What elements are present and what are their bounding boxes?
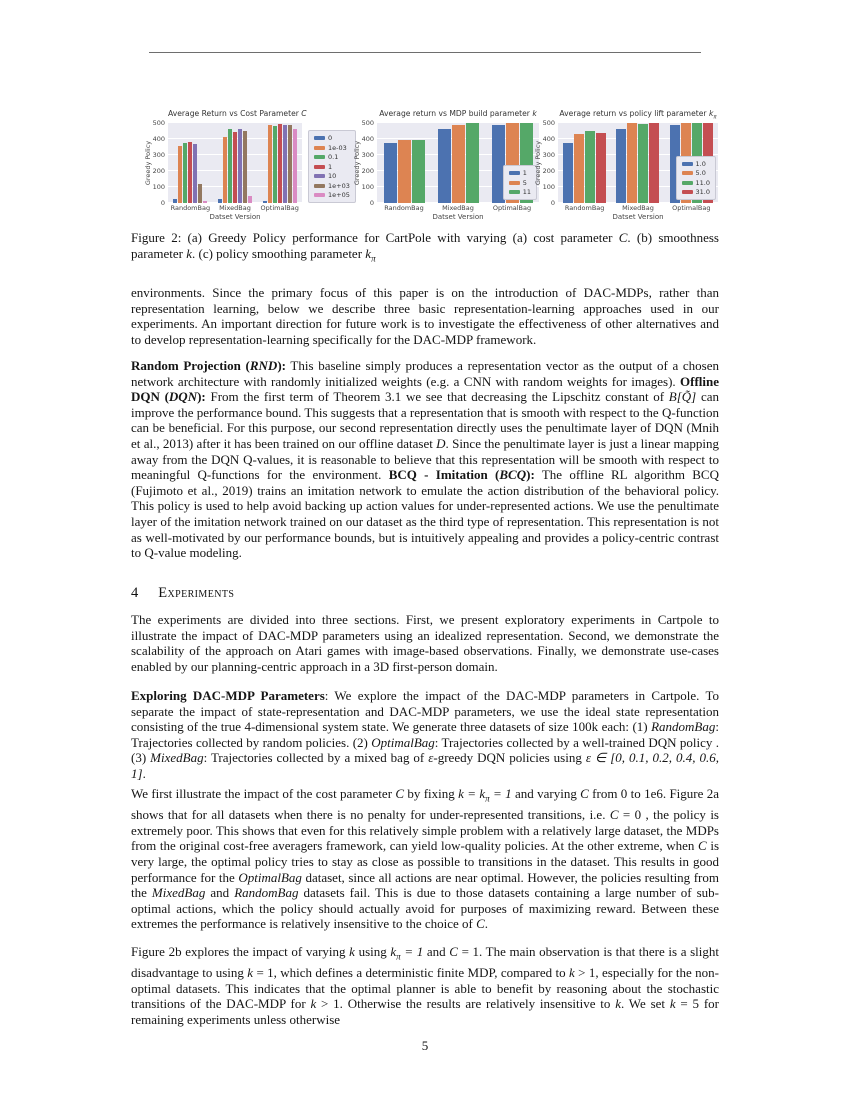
legend-label: 31.0 [695, 188, 710, 196]
legend-item [314, 163, 350, 171]
paragraph-experiments-overview: The experiments are divided into three sections. First, we present exploratory experiments in Cartpole to illustrate the impact of DAC-MDP parameters using an idealized representation. Second, we demonstrate the scalability of the approach on Atari games with image-based observations. Finally, we demonstrate use-cases enabled by our planning-centric approach in a 3D first-person domain. [131, 612, 719, 674]
section-number: 4 [131, 585, 139, 601]
x-tick-label: OptimalBag [672, 204, 711, 212]
bar [223, 137, 227, 203]
plot-area [558, 123, 718, 203]
y-tick-label: 500 [542, 118, 555, 127]
bar-group [431, 123, 485, 203]
legend-swatch [314, 184, 325, 188]
y-tick-label: 500 [152, 118, 165, 127]
y-tick-label: 500 [361, 118, 374, 127]
bar [188, 142, 192, 203]
paragraph-figure-2b: Figure 2b explores the impact of varying k using $k_\pi = 1$ and C = 1. The main observation is that there is a slight disadvantage to using k = 1, which defines a deterministic finite MDP, compared to k > 1, especially for the non-optimal datasets. This indicates that the optimal planner is able to benefit by reasoning about the stochastic transitions of the DAC-MDP for k > 1. Otherwise the results are relatively insensitive to k. We set k = 5 for remaining experiments unless otherwise [131, 944, 719, 1027]
bar [627, 123, 637, 203]
y-tick-label: 400 [152, 134, 165, 143]
legend-label: 0 [328, 134, 333, 142]
y-axis-label: Greedy Policy [353, 140, 361, 186]
y-tick-label: 200 [361, 166, 374, 175]
bar [466, 123, 479, 203]
legend-swatch [314, 146, 325, 150]
legend-label: 1e+05 [328, 191, 350, 199]
figure-2 [140, 108, 725, 230]
y-tick-label: 400 [542, 134, 555, 143]
bar [574, 134, 584, 203]
chart-cost-parameter-c [140, 108, 307, 222]
section-title: Experiments [158, 585, 235, 601]
legend-label: 5.0 [695, 169, 706, 177]
x-tick-label: OptimalBag [492, 204, 532, 212]
chart-title: Average return vs policy lift parameter $k_\pi$ [559, 109, 717, 121]
x-tick-label: MixedBag [622, 204, 654, 212]
page-number: 5 [421, 1038, 429, 1053]
section-heading-experiments [131, 585, 234, 602]
y-tick-label: 200 [152, 166, 165, 175]
legend-label: 5 [522, 178, 527, 187]
y-axis-label: Greedy Policy [534, 140, 542, 186]
x-tick-label: OptimalBag [260, 204, 299, 212]
bar [616, 129, 626, 203]
legend-label: 1 [522, 169, 527, 177]
x-tick-row [168, 204, 302, 213]
legend-label: 1e+03 [328, 181, 350, 190]
x-tick-label: RandomBag [384, 204, 424, 212]
y-axis [140, 118, 168, 207]
x-tick-label: MixedBag [442, 204, 474, 212]
legend-swatch [314, 136, 325, 140]
legend-swatch [682, 181, 693, 185]
bar [263, 201, 267, 203]
bar [398, 140, 411, 203]
y-axis [530, 118, 558, 207]
y-axis-label: Greedy Policy [144, 140, 152, 186]
x-axis-label: Datset Version [432, 213, 484, 221]
legend-item [509, 179, 531, 187]
paragraph-representations: Random Projection (RND): This baseline simply produces a representation vector as the output of a chosen network architecture with randomly initialized weights (e.g. a CNN with random weights for images). Offline DQN (DQN): From the first term of Theorem 3.1 we see that decreasing the Lipschitz constant of B[Q̃] can improve the performance bound. This suggests that a representation that is smooth with respect to the Q-function can be beneficial. For this purpose, our second representation directly uses the penultimate layer of DQN (Mnih et al., 2013) after it has been trained on our offline dataset D. Since the penultimate layer is just a linear mapping away from the DQN Q-values, it is reasonable to believe that this representation will be smooth with respect to meaningful Q-functions for the environment. BCQ - Imitation (BCQ): The offline RL algorithm BCQ (Fujimoto et al., 2019) trains an imitation network to emulate the action distribution of the behavioral policy. This policy is used to help avoid backing up action values for under-represented actions. We use the penultimate layer of the imitation network trained on our dataset as the third type of representation. This representation is not as well-motivated by our performance bounds, but is intuitively appealing and provides a policy-centric contrast to Q-value modeling. [131, 358, 720, 561]
legend-swatch [682, 162, 693, 166]
y-tick-label: 400 [361, 134, 374, 143]
legend-item [682, 179, 710, 187]
x-axis-label: Datset Version [209, 213, 261, 221]
plot-area [377, 123, 539, 203]
legend-swatch [509, 181, 520, 185]
chart-title: Average Return vs Cost Parameter C [168, 109, 307, 118]
bar [173, 199, 177, 203]
bar [268, 125, 272, 203]
bar [203, 201, 207, 203]
legend-item [509, 169, 531, 177]
bar [278, 124, 282, 203]
legend-label: 1.0 [695, 159, 706, 168]
bar [193, 144, 197, 203]
legend-swatch [509, 190, 520, 194]
bar [412, 140, 425, 203]
legend-item [682, 188, 710, 196]
bar-group [377, 123, 431, 203]
x-tick-label: RandomBag [564, 204, 605, 212]
bar [384, 143, 397, 203]
x-axis-label: Datset Version [612, 213, 664, 221]
y-tick-label: 0 [550, 198, 555, 207]
bar-group [168, 123, 213, 203]
y-tick-label: 100 [152, 182, 165, 191]
legend-item [314, 153, 350, 161]
bar [183, 143, 187, 203]
legend-item [682, 169, 710, 177]
bar-group [213, 123, 258, 203]
bar [649, 123, 659, 203]
paragraph-exploring-parameters: Exploring DAC-MDP Parameters: We explore the impact of the DAC-MDP parameters in Cartpole. To separate the impact of state-representation and DAC-MDP parameters, we use the ideal state representation consisting of the true 4-dimensional system state. We generate three datasets of size 100k each: (1) RandomBag: Trajectories collected by random policies. (2) OptimalBag: Trajectories collected by a well-trained DQN policy . (3) MixedBag: Trajectories collected by a mixed bag of ε-greedy DQN policies using ε ∈ [0, 0.1, 0.2, 0.4, 0.6, 1]. [131, 688, 719, 781]
legend-label: 1 [328, 162, 333, 171]
y-tick-label: 300 [152, 150, 165, 159]
bar [273, 126, 277, 203]
y-tick-label: 300 [361, 150, 374, 159]
legend-label: 10 [328, 172, 337, 180]
bar [218, 199, 222, 203]
bar [228, 129, 232, 203]
bar-group [257, 123, 302, 203]
bar [248, 196, 252, 203]
legend-item [314, 182, 350, 190]
bar [233, 132, 237, 203]
legend-swatch [682, 171, 693, 175]
paragraph-cost-parameter: We first illustrate the impact of the cost parameter C by fixing $k = k_\pi = 1$ and varying C from 0 to 1e6. Figure 2a shows that for all datasets when there is no penalty for under-represented transitions, i.e. C = 0 , the policy is extremely poor. This shows that even for this relatively simple problem with a relatively large dataset, the MDPs from the original cost-free averagers framework, can yield low-quality policies. At the other extreme, when C is very large, the optimal policy tries to stay as close as possible to transitions in the dataset. This results in good performance for the OptimalBag dataset, since all actions are near optimal. However, the policies resulting from the MixedBag and RandomBag datasets fail. This is due to those datasets containing a large number of sub-optimal actions, which the policy should actually avoid for purposes of maximizing reward. Between these extremes the performance is relatively insensitive to the choice of C. [131, 786, 720, 932]
chart-title: Average return vs MDP build parameter k [379, 109, 537, 118]
x-tick-label: MixedBag [219, 204, 251, 212]
header-rule [149, 52, 701, 53]
bar [283, 125, 287, 203]
legend-swatch [682, 190, 693, 194]
chart-build-parameter-k [349, 108, 539, 222]
bar-group [611, 123, 664, 203]
bar [198, 184, 202, 203]
y-tick-label: 0 [369, 198, 374, 207]
bar [178, 146, 182, 203]
legend-swatch [314, 174, 325, 178]
bar [438, 129, 451, 203]
chart-policy-lift-parameter-kpi [530, 108, 718, 222]
bar [638, 124, 648, 203]
bar [288, 125, 292, 203]
plot-area [168, 123, 302, 203]
y-axis [349, 118, 377, 207]
y-tick-label: 100 [361, 182, 374, 191]
legend-item [314, 191, 350, 199]
x-tick-row [558, 204, 718, 213]
bar [238, 129, 242, 203]
legend-swatch [314, 165, 325, 169]
y-tick-label: 0 [160, 198, 165, 207]
chart-legend [676, 156, 716, 201]
legend-item [682, 160, 710, 168]
y-tick-label: 100 [542, 182, 555, 191]
x-tick-row [377, 204, 539, 213]
bar-group [558, 123, 611, 203]
bar [585, 131, 595, 203]
legend-label: 11 [522, 188, 531, 196]
legend-swatch [509, 171, 520, 175]
legend-label: 0.1 [328, 153, 339, 161]
y-tick-label: 200 [542, 166, 555, 175]
x-tick-label: RandomBag [170, 204, 211, 212]
y-tick-label: 300 [542, 150, 555, 159]
legend-item [509, 188, 531, 196]
bar [243, 131, 247, 203]
legend-item [314, 172, 350, 180]
paragraph-environments: environments. Since the primary focus of this paper is on the introduction of DAC-MDPs, rather than representation learning, below we describe three basic representation-learning approaches used in our experiments. An important direction for future work is to investigate the effectiveness of other alternatives and to develop representation-learning specifically for the DAC-MDP framework. [131, 285, 719, 347]
figure-caption: Figure 2: (a) Greedy Policy performance for CartPole with varying (a) cost parameter C. (b) smoothness parameter k. (c) policy smoothing parameter $k_\pi$ [131, 230, 719, 264]
legend-item [314, 134, 350, 142]
bar [596, 133, 606, 203]
legend-label: 1e-03 [328, 143, 347, 152]
legend-item [314, 144, 350, 152]
bar [293, 129, 297, 203]
legend-swatch [314, 193, 325, 197]
legend-swatch [314, 155, 325, 159]
bar [452, 125, 465, 203]
legend-label: 11.0 [695, 178, 710, 187]
bar [563, 143, 573, 203]
